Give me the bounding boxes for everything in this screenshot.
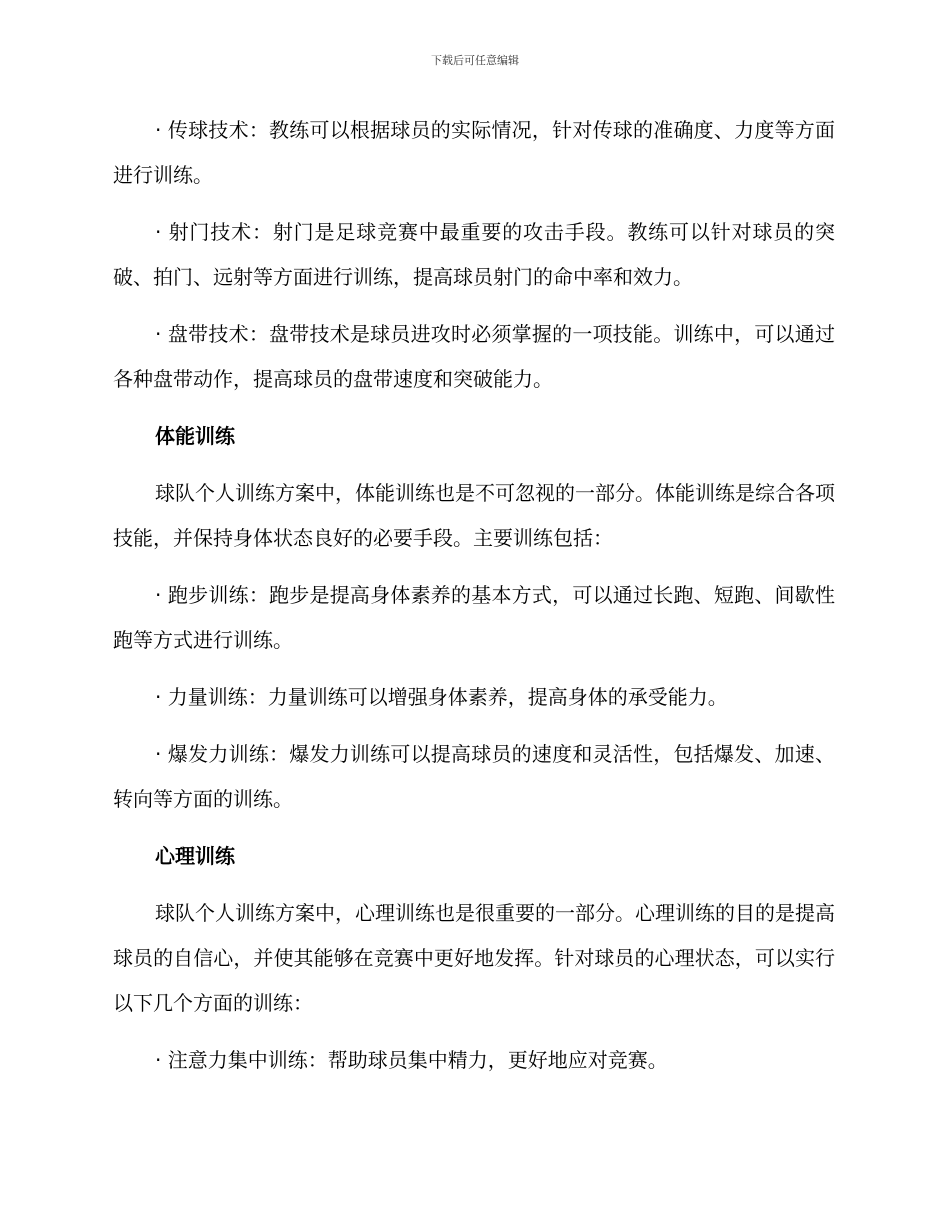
- bullet-passing-technique: · 传球技术：教练可以根据球员的实际情况，针对传球的准确度、力度等方面进行训练。: [113, 118, 835, 187]
- section-heading-fitness: 体能训练: [155, 424, 235, 448]
- mental-intro-paragraph: 球队个人训练方案中，心理训练也是很重要的一部分。心理训练的目的是提高球员的自信心，并使其能够在竞赛中更好地发挥。针对球员的心理状态，可以实行以下几个方面的训练：: [113, 901, 835, 1015]
- bullet-explosive-training: · 爆发力训练：爆发力训练可以提高球员的速度和灵活性，包括爆发、加速、转向等方面的训练。: [113, 742, 835, 811]
- bullet-attention-training: · 注意力集中训练：帮助球员集中精力，更好地应对竞赛。: [155, 1048, 668, 1072]
- page-header: 下载后可任意编辑: [431, 54, 519, 67]
- fitness-intro-paragraph: 球队个人训练方案中，体能训练也是不可忽视的一部分。体能训练是综合各项技能，并保持身体状态良好的必要手段。主要训练包括：: [113, 481, 835, 550]
- bullet-dribbling-technique: · 盘带技术：盘带技术是球员进攻时必须掌握的一项技能。训练中，可以通过各种盘带动作，提高球员的盘带速度和突破能力。: [113, 322, 835, 391]
- bullet-running-training: · 跑步训练：跑步是提高身体素养的基本方式，可以通过长跑、短跑、间歇性跑等方式进行训练。: [113, 583, 835, 652]
- section-heading-mental: 心理训练: [155, 844, 235, 868]
- bullet-strength-training: · 力量训练：力量训练可以增强身体素养，提高身体的承受能力。: [155, 685, 728, 709]
- document-body: [113, 108, 835, 1095]
- bullet-shooting-technique: · 射门技术：射门是足球竞赛中最重要的攻击手段。教练可以针对球员的突破、拍门、远射等方面进行训练，提高球员射门的命中率和效力。: [113, 220, 835, 289]
